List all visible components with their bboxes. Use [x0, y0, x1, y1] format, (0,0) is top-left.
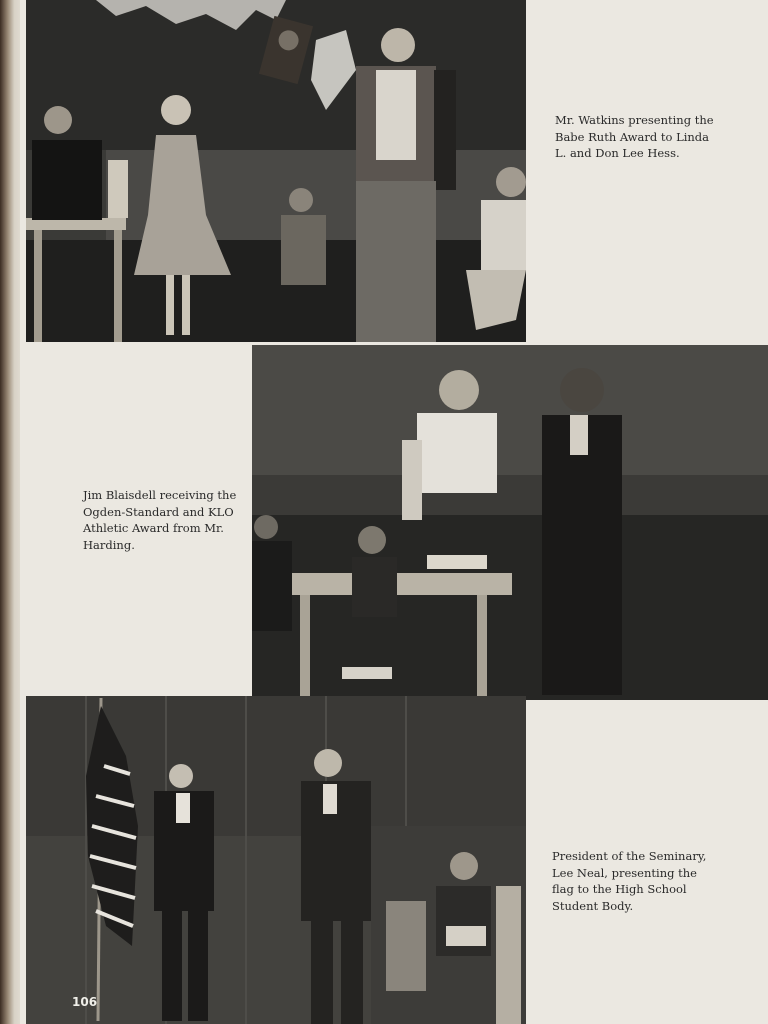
caption-bottom: President of the Seminary, Lee Neal, presenting the flag to the High School Student Body.: [552, 849, 707, 913]
yearbook-page: [20, 0, 768, 1024]
caption-top: Mr. Watkins presenting the Babe Ruth Award to Linda L. and Don Lee Hess.: [555, 113, 714, 160]
photo-flag-presentation: [26, 696, 526, 1024]
photo-athletic-award: [252, 345, 768, 700]
photo-babe-ruth-award: [26, 0, 526, 342]
page-number: 106: [72, 995, 98, 1009]
caption-middle: Jim Blaisdell receiving the Ogden-Standard and KLO Athletic Award from Mr. Harding.: [83, 488, 237, 552]
